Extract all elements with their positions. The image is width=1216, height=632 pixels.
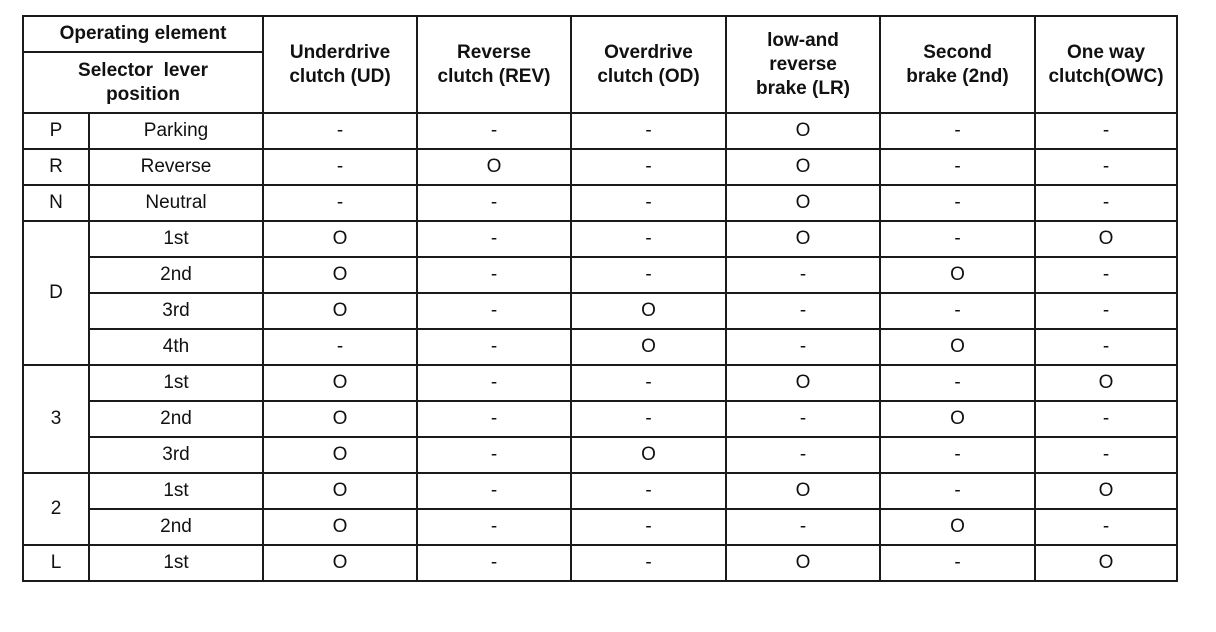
engagement-cell: O [1035, 221, 1177, 257]
column-header-line: low-and [767, 29, 839, 51]
engagement-cell: O [263, 509, 417, 545]
column-header-line: Reverse [457, 41, 531, 63]
engagement-cell: O [571, 437, 726, 473]
table-row [23, 509, 1177, 545]
engagement-cell: - [571, 149, 726, 185]
table-row [23, 185, 1177, 221]
range-label-cell: 4th [89, 329, 263, 365]
column-header-line: clutch(OWC) [1048, 65, 1164, 87]
engagement-cell: O [1035, 365, 1177, 401]
engagement-cell: - [417, 365, 571, 401]
column-header-line: Underdrive [289, 41, 391, 63]
range-label-cell: 2nd [89, 509, 263, 545]
table-row [23, 365, 1177, 401]
table-body [23, 16, 1177, 581]
range-label-cell: Parking [89, 113, 263, 149]
range-label-cell: Neutral [89, 185, 263, 221]
engagement-cell: - [880, 293, 1035, 329]
engagement-cell: O [880, 401, 1035, 437]
engagement-cell: - [417, 257, 571, 293]
engagement-cell: - [571, 509, 726, 545]
engagement-cell: - [571, 473, 726, 509]
engagement-cell: O [880, 509, 1035, 545]
selector-position-cell: 2 [23, 473, 89, 545]
column-header-line: One way [1066, 41, 1146, 63]
engagement-cell: O [880, 329, 1035, 365]
column-header-rev [417, 16, 571, 113]
table-row [23, 545, 1177, 581]
selector-position-cell: 3 [23, 365, 89, 473]
engagement-cell: - [726, 509, 880, 545]
engagement-cell: O [263, 365, 417, 401]
engagement-cell: O [726, 149, 880, 185]
header-row [23, 16, 1177, 52]
operating-elements-table [22, 15, 1178, 582]
engagement-cell: - [1035, 293, 1177, 329]
table-row [23, 221, 1177, 257]
range-label-cell: 1st [89, 545, 263, 581]
engagement-cell: O [880, 257, 1035, 293]
engagement-cell: - [417, 329, 571, 365]
engagement-cell: - [880, 113, 1035, 149]
column-header-line: Overdrive [604, 41, 693, 63]
engagement-cell: O [263, 221, 417, 257]
engagement-cell: O [263, 401, 417, 437]
engagement-cell: O [263, 473, 417, 509]
engagement-cell: - [1035, 401, 1177, 437]
column-header-lr [726, 16, 880, 113]
engagement-cell: O [263, 437, 417, 473]
column-header-owc [1035, 16, 1177, 113]
range-label-cell: 1st [89, 365, 263, 401]
engagement-cell: - [417, 509, 571, 545]
column-header-ud [263, 16, 417, 113]
engagement-cell: O [417, 149, 571, 185]
engagement-cell: - [571, 113, 726, 149]
engagement-cell: - [880, 437, 1035, 473]
selector-position-cell: N [23, 185, 89, 221]
engagement-cell: - [726, 257, 880, 293]
engagement-cell: - [880, 545, 1035, 581]
engagement-cell: - [571, 545, 726, 581]
engagement-cell: - [880, 221, 1035, 257]
engagement-cell: - [417, 185, 571, 221]
table-row [23, 293, 1177, 329]
range-label-cell: 1st [89, 221, 263, 257]
engagement-cell: - [1035, 509, 1177, 545]
operating-element-header: Operating element [23, 16, 263, 52]
table-row [23, 149, 1177, 185]
engagement-cell: O [571, 293, 726, 329]
engagement-cell: - [1035, 437, 1177, 473]
column-header-2nd [880, 16, 1035, 113]
engagement-cell: - [1035, 329, 1177, 365]
column-header-line: brake (2nd) [906, 65, 1009, 87]
selector-header-line: Selector lever [78, 59, 208, 81]
engagement-cell: - [880, 365, 1035, 401]
column-header-line: clutch (OD) [597, 65, 700, 87]
range-label-cell: 3rd [89, 437, 263, 473]
selector-header-line: position [106, 83, 180, 105]
engagement-cell: O [571, 329, 726, 365]
range-label-cell: 1st [89, 473, 263, 509]
column-header-line: Second [923, 41, 992, 63]
engagement-cell: O [726, 221, 880, 257]
engagement-cell: - [1035, 257, 1177, 293]
table-row [23, 437, 1177, 473]
range-label-cell: 2nd [89, 401, 263, 437]
range-label-cell: Reverse [89, 149, 263, 185]
engagement-cell: - [1035, 113, 1177, 149]
engagement-cell: - [571, 257, 726, 293]
engagement-cell: - [571, 185, 726, 221]
engagement-cell: - [1035, 185, 1177, 221]
table-row [23, 113, 1177, 149]
column-header-line: reverse [769, 53, 837, 75]
engagement-cell: O [263, 545, 417, 581]
selector-position-cell: D [23, 221, 89, 365]
column-header-line: clutch (UD) [289, 65, 391, 87]
selector-lever-position-header [23, 52, 263, 113]
engagement-cell: - [880, 473, 1035, 509]
engagement-cell: - [571, 221, 726, 257]
column-header-line: clutch (REV) [437, 65, 551, 87]
engagement-cell: - [417, 545, 571, 581]
engagement-cell: - [1035, 149, 1177, 185]
engagement-cell: - [571, 401, 726, 437]
table-row [23, 329, 1177, 365]
engagement-cell: - [263, 113, 417, 149]
selector-position-cell: P [23, 113, 89, 149]
engagement-cell: O [1035, 545, 1177, 581]
engagement-cell: - [417, 473, 571, 509]
table-row [23, 257, 1177, 293]
engagement-cell: - [417, 113, 571, 149]
engagement-cell: - [263, 329, 417, 365]
selector-position-cell: R [23, 149, 89, 185]
column-header-line: brake (LR) [756, 77, 850, 99]
engagement-cell: - [880, 185, 1035, 221]
engagement-cell: O [263, 293, 417, 329]
engagement-cell: O [726, 185, 880, 221]
engagement-cell: O [726, 113, 880, 149]
engagement-cell: - [417, 293, 571, 329]
selector-position-cell: L [23, 545, 89, 581]
engagement-cell: - [880, 149, 1035, 185]
engagement-cell: O [263, 257, 417, 293]
engagement-cell: O [726, 365, 880, 401]
table-row [23, 473, 1177, 509]
engagement-cell: - [726, 437, 880, 473]
engagement-cell: - [726, 293, 880, 329]
range-label-cell: 2nd [89, 257, 263, 293]
column-header-od [571, 16, 726, 113]
engagement-cell: - [571, 365, 726, 401]
engagement-cell: - [726, 329, 880, 365]
engagement-cell: O [726, 473, 880, 509]
engagement-cell: - [417, 221, 571, 257]
engagement-cell: O [1035, 473, 1177, 509]
range-label-cell: 3rd [89, 293, 263, 329]
engagement-cell: O [726, 545, 880, 581]
engagement-cell: - [263, 149, 417, 185]
engagement-cell: - [417, 437, 571, 473]
engagement-cell: - [726, 401, 880, 437]
engagement-cell: - [263, 185, 417, 221]
engagement-cell: - [417, 401, 571, 437]
table-row [23, 401, 1177, 437]
